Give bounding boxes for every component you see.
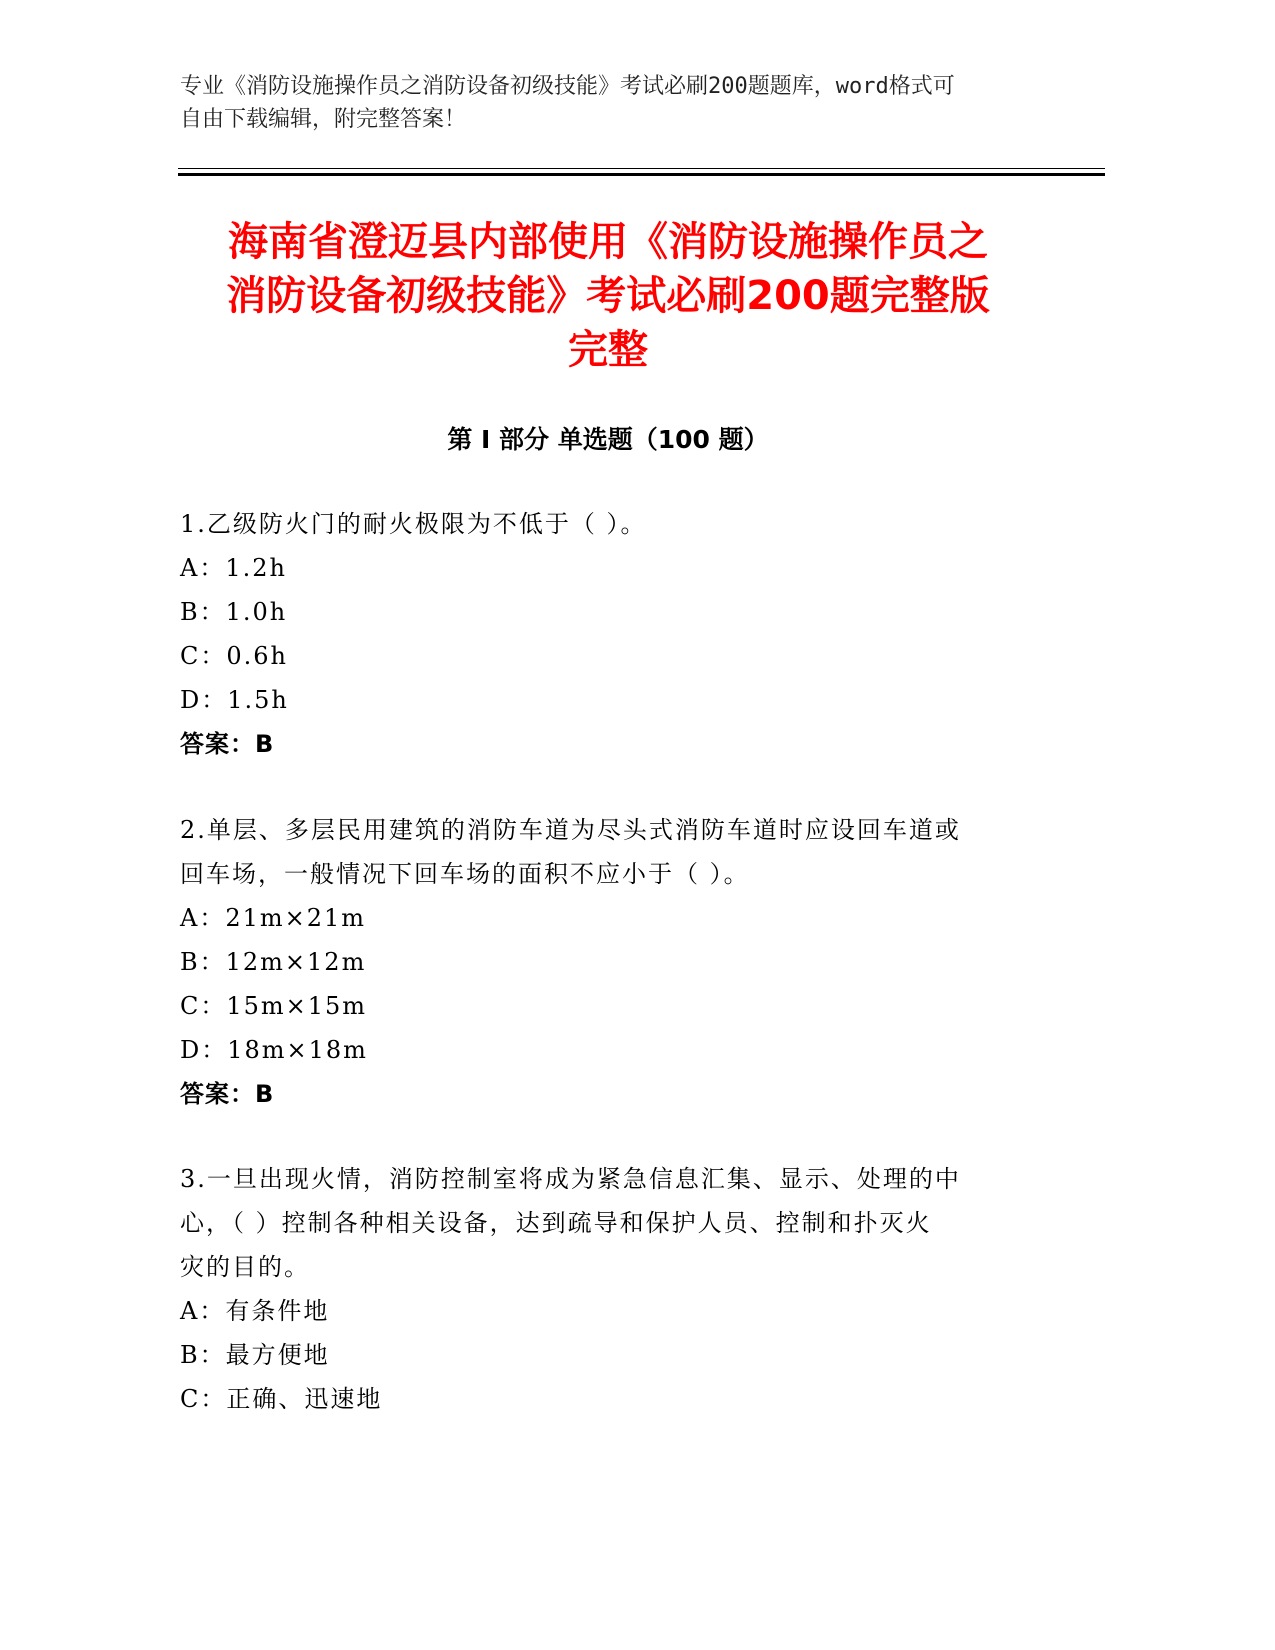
- option-c: C：0.6h: [180, 642, 288, 670]
- option-b: B：12m×12m: [180, 948, 367, 976]
- question-stem: 2.单层、多层民用建筑的消防车道为尽头式消防车道时应设回车道或: [180, 816, 961, 844]
- header-note-line: 专业《消防设施操作员之消防设备初级技能》考试必刷200题题库，word格式可: [180, 74, 955, 99]
- section-heading: 第 I 部分 单选题（100 题）: [447, 425, 769, 454]
- document-title: [178, 215, 1038, 377]
- question-stem: 灾的目的。: [180, 1253, 310, 1281]
- option-a: A：1.2h: [180, 554, 287, 582]
- question-3: [180, 1157, 1010, 1421]
- question-2: [180, 808, 1010, 1116]
- question-stem: 回车场，一般情况下回车场的面积不应小于（ ）。: [180, 860, 750, 888]
- title-line: 完整: [568, 327, 648, 373]
- option-a: A：21m×21m: [180, 904, 367, 932]
- header-divider-thin: [178, 168, 1105, 169]
- option-c: C：15m×15m: [180, 992, 368, 1020]
- option-b: B：最方便地: [180, 1341, 330, 1369]
- option-d: D：18m×18m: [180, 1036, 368, 1064]
- answer: 答案：B: [180, 730, 275, 758]
- title-line: 海南省澄迈县内部使用《消防设施操作员之: [228, 219, 988, 265]
- option-b: B：1.0h: [180, 598, 288, 626]
- option-c: C：正确、迅速地: [180, 1385, 383, 1413]
- title-line: 消防设备初级技能》考试必刷200题完整版: [226, 273, 990, 319]
- header-note: [180, 70, 1080, 136]
- question-1: [180, 502, 1010, 766]
- header-divider-thick: [178, 173, 1105, 176]
- question-stem: 1.乙级防火门的耐火极限为不低于（ ）。: [180, 510, 647, 538]
- header-note-line: 自由下载编辑，附完整答案！: [180, 107, 467, 132]
- answer: 答案：B: [180, 1080, 275, 1108]
- option-d: D：1.5h: [180, 686, 289, 714]
- question-stem: 心，（ ）控制各种相关设备，达到疏导和保护人员、控制和扑灭火: [180, 1209, 932, 1237]
- question-stem: 3.一旦出现火情，消防控制室将成为紧急信息汇集、显示、处理的中: [180, 1165, 961, 1193]
- option-a: A：有条件地: [180, 1297, 330, 1325]
